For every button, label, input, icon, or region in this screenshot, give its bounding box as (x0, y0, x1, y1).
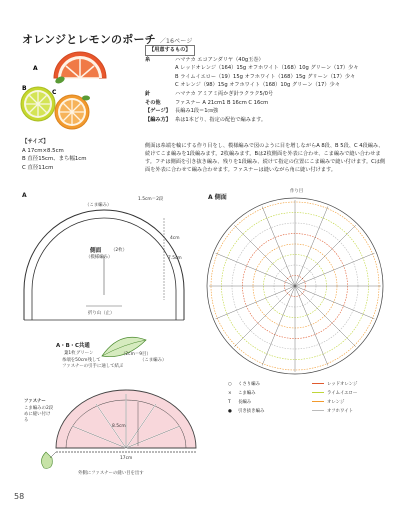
chart-spoke (216, 286, 295, 319)
legend-color-item (312, 407, 357, 416)
tab-note-3: （2cm＝9目） (121, 352, 151, 357)
zip-note: こま編みの2段めに縫い付ける (24, 406, 54, 423)
materials-row-value: A レッドオレンジ（164）15g オフホワイト（168）10g グリーン（17）少々 (175, 65, 359, 72)
materials-row-value: 長編み1段＝1㎝強 (175, 108, 218, 115)
diagram-a-center-sub2: （模様編み） (86, 255, 113, 260)
legend-symbol-item (228, 407, 264, 416)
chart-spoke (295, 286, 374, 319)
legend-symbol-item (228, 380, 264, 389)
legend-symbol-text: くさり編み (238, 382, 260, 387)
materials-row (145, 56, 385, 65)
diagram-a-measure-top: 1.5cm＝2段 (138, 197, 164, 202)
crochet-chart (205, 196, 385, 376)
size-line-a: A 17cm×8.5cm (22, 147, 64, 154)
legend-color-item (312, 380, 357, 389)
materials-row-value: ハマナカ エコアンダリヤ（40g玉巻） (175, 56, 264, 63)
legend-color-swatch (312, 392, 324, 393)
legend-color-swatch (312, 410, 324, 411)
legend-colors (312, 380, 357, 416)
materials-row-value: ファスナー A 21cm1 B 16cm C 16cm (175, 99, 269, 106)
legend-colors-list (312, 380, 357, 416)
materials-row-key: 【ゲージ】 (145, 108, 171, 115)
chart-spoke (295, 253, 374, 286)
legend-symbol-glyph: × (228, 391, 232, 396)
materials-row-key (145, 81, 175, 90)
legend-symbol-text: 引き抜き編み (238, 409, 265, 414)
materials-row-value: ハマナカ アミアミ両かぎ針ラクラク5/0号 (175, 90, 274, 97)
tab-section-title: A・B・C共通 (56, 343, 90, 349)
materials-rows (145, 56, 385, 125)
legend-symbol-text: 長編み (238, 400, 252, 405)
tab-note-4: （こま編み） (140, 358, 167, 363)
title-ref: ／16ページ (159, 38, 193, 45)
size-line-b: B 直径15cm、まち幅1cm (22, 156, 87, 162)
materials-row (145, 99, 385, 108)
pouch-height: 8.5cm (112, 424, 126, 429)
materials-row (145, 73, 385, 82)
method-text: 側面は糸端を輪にする作り目をし、模様編みで図のように目を増しながらA 8段、B 5段、C 4段編み、続けてこま編みを1段編みます。2枚編みます。Bは2枚側面を外表に合わせ、こま編みで縫い合わせます。フチは側面を引き抜き編み、残りを1段編み、続けて指定の位置にこま編みで縫い付けます。Cは側面を外表に合わせて編み合わせます。ファスナーは縫いながら角に縫い付けます。 (145, 143, 386, 173)
materials-row (145, 81, 385, 90)
diagram-start-label: 作り目 (290, 189, 304, 194)
chart-spoke (295, 207, 328, 286)
size-line-c: C 直径11cm (22, 164, 54, 171)
legend-color-item (312, 389, 357, 398)
fruit-b (21, 87, 55, 121)
pouch-footer-note: 外側にファスナーの縫い目を出す (78, 471, 144, 476)
chart-spoke (262, 207, 295, 286)
chart-spoke (216, 253, 295, 286)
fruit-a (54, 52, 106, 85)
materials-row (145, 90, 385, 99)
fruit-c (55, 95, 90, 129)
diagram-a-measure-side: 7.5cm (168, 256, 182, 261)
materials-block (145, 45, 385, 124)
diagram-a-label: A (22, 192, 27, 199)
tab-color-label: グリーン (76, 351, 94, 356)
materials-row-value: C オレンジ（98）15g オフホワイト（168）10g グリーン（17）少々 (175, 82, 340, 89)
legend-color-text: ライムイエロー (327, 391, 358, 396)
legend-color-text: レッドオレンジ (327, 382, 358, 387)
materials-row-key: 糸 (145, 56, 151, 63)
legend-symbol-glyph: T (228, 400, 231, 405)
tab-note-1: 糸端を50cm残して (62, 358, 101, 363)
diagram-a-center-sub: （2枚） (111, 248, 127, 253)
tab-note-2: ファスナーの引手に通して結ぶ (62, 364, 124, 369)
fruit-illustration (20, 48, 138, 134)
legend-color-text: オフホワイト (327, 409, 354, 414)
legend-color-item (312, 398, 357, 407)
legend-symbol-glyph: ● (228, 409, 232, 414)
materials-row-value: B ライムイエロー（19）15g オフホワイト（168）15g グリーン（17）少々 (175, 73, 356, 80)
materials-row (145, 64, 385, 73)
zip-label: ファスナー (24, 399, 46, 404)
chart-spoke (295, 286, 328, 365)
materials-row-key (145, 64, 175, 73)
materials-row-value: 糸は1本どり、指定の配色で編みます。 (175, 116, 267, 123)
materials-header: 【用意するもの】 (145, 45, 195, 56)
materials-row-key: 針 (145, 90, 151, 97)
tab-label: 葉1枚 (64, 351, 76, 356)
legend-symbol-item (228, 389, 264, 398)
fruit-label-b: B (22, 85, 27, 92)
title-text: オレンジとレモンのポーチ (22, 33, 156, 46)
materials-row (145, 107, 385, 116)
diagram-a-fold-label: 折り山（止） (88, 311, 115, 316)
legend-color-swatch (312, 401, 324, 402)
page-number: 58 (14, 492, 25, 501)
materials-row-key: 【編み方】 (145, 116, 171, 123)
legend-color-swatch (312, 383, 324, 384)
materials-row-key (145, 73, 175, 82)
size-header: 【サイズ】 (22, 139, 49, 145)
pouch-width: 17cm (120, 456, 133, 461)
diagram-a-measure-right: 4cm (170, 236, 180, 241)
diagram-a-side-label: A 側面 (208, 194, 227, 201)
diagram-a-outline (14, 200, 194, 328)
legend-symbols (228, 380, 264, 416)
fruit-label-c: C (52, 89, 57, 96)
size-block (22, 138, 86, 172)
legend-symbol-text: こま編み (238, 391, 256, 396)
legend-symbol-item (228, 398, 264, 407)
materials-row (145, 116, 385, 125)
fruit-label-a: A (33, 65, 38, 72)
legend (228, 380, 264, 416)
legend-color-text: オレンジ (327, 400, 345, 405)
diagram-a-center-label: 側面 (90, 248, 102, 254)
materials-row-key: その他 (145, 99, 161, 106)
legend-symbol-glyph: ○ (228, 382, 232, 387)
diagram-a-sub-label: （こま編み） (85, 203, 112, 208)
chart-spoke (262, 286, 295, 365)
